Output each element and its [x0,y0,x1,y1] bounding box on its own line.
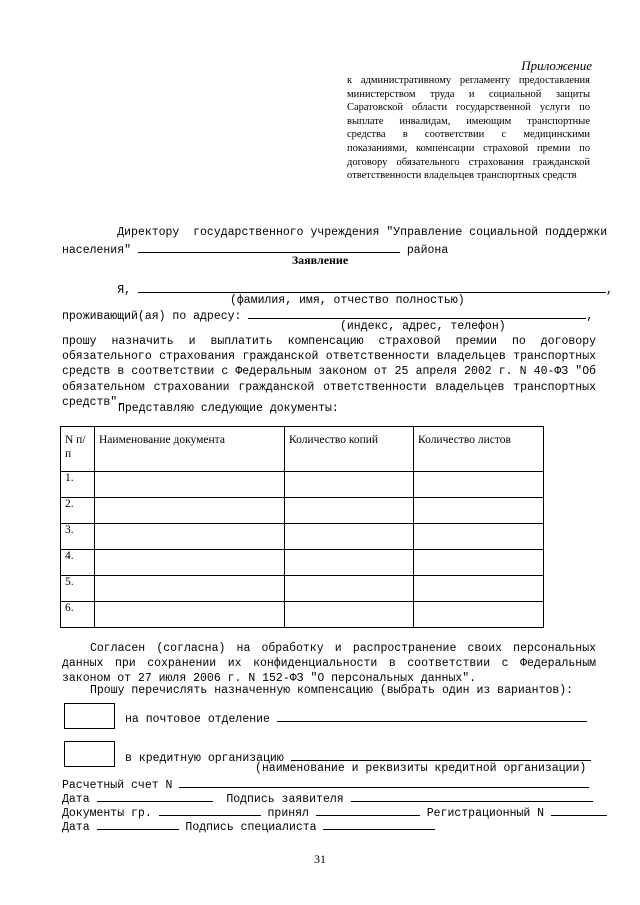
sheets-cell[interactable] [414,498,544,524]
option-credit-label: в кредитную организацию [125,752,284,765]
choice-intro: Прошу перечислять назначенную компенсацию (выбрать один из вариантов): [90,684,574,697]
address-blank[interactable] [248,307,586,319]
doc-name-cell[interactable] [95,550,285,576]
post-office-line [125,710,595,726]
applicant-sign-blank[interactable] [351,790,593,802]
table-row [61,602,544,628]
row-number: 6. [61,602,95,628]
option-post-label: на почтовое отделение [125,713,270,726]
date-specialist-line [62,818,596,834]
doc-name-cell[interactable] [95,524,285,550]
name-line: Я, , [62,281,596,297]
row-number: 1. [61,472,95,498]
credit-hint: (наименование и реквизиты кредитной организации) [255,762,587,775]
table-row [61,472,544,498]
district-blank[interactable] [138,241,400,253]
table-header-row [61,427,544,472]
docs-name-blank[interactable] [159,804,261,816]
doc-name-cell[interactable] [95,498,285,524]
consent-text: Согласен (согласна) на обработку и распространение своих персональных данных при сохранении их конфиденциальности в соответствии с Федеральным законом от 27 июля 2006 г. N 152-ФЗ "О персональных данных". [62,642,596,686]
date2-label: Дата [62,821,90,834]
copies-cell[interactable] [285,602,414,628]
row-number: 3. [61,524,95,550]
header-number: N п/п [61,427,95,472]
request-text: прошу назначить и выплатить компенсацию страховой премии по договору обязательного страхования гражданской ответственности владельцев транспортных средств в соответствии с Федеральным законом от 25 апреля 2002 г. N 40-ФЗ "Об обязательном страховании гражданской ответственности владельцев транспортных средств". [62,335,596,409]
applicant-sign-label: Подпись заявителя [226,793,344,806]
date2-blank[interactable] [97,818,179,830]
doc-name-cell[interactable] [95,472,285,498]
account-label: Расчетный счет N [62,779,173,792]
document-title: Заявление [291,253,349,267]
table-row [61,498,544,524]
addressee-prefix: населения" [62,244,132,257]
documents-table [60,426,544,628]
appendix-text: к административному регламенту предоставления министерством труда и социальной защиты Саратовской области государственной услуги по выплате инвалидам, имеющим транспортные средства в соответствии с медицинскими показаниями, компенсации страховой премии по договору обязательного страхования гражданской ответственности владельцев транспортных средств [347,75,590,182]
docs-intro: Представляю следующие документы: [118,402,339,415]
reg-number-blank[interactable] [551,804,607,816]
sheets-cell[interactable] [414,524,544,550]
date-label: Дата [62,793,90,806]
address-hint: (индекс, адрес, телефон) [340,320,506,333]
credit-org-checkbox[interactable] [64,741,115,767]
sheets-cell[interactable] [414,472,544,498]
addressee-suffix: района [406,244,449,257]
doc-name-cell[interactable] [95,602,285,628]
table-row [61,524,544,550]
specialist-sign-blank[interactable] [323,818,435,830]
date-blank[interactable] [97,790,213,802]
addressee-line1: Директору государственного учреждения "Управление социальной поддержки [117,226,608,239]
sheets-cell[interactable] [414,602,544,628]
specialist-sign-label: Подпись специалиста [185,821,317,834]
name-hint: (фамилия, имя, отчество полностью) [230,294,465,307]
copies-cell[interactable] [285,524,414,550]
credit-org-blank[interactable] [291,749,591,761]
reg-label: Регистрационный N [426,807,545,820]
table-row [61,550,544,576]
sheets-cell[interactable] [414,550,544,576]
header-sheets: Количество листов [414,427,544,472]
address-line: проживающий(ая) по адресу: , [62,307,596,323]
copies-cell[interactable] [285,498,414,524]
sheets-cell[interactable] [414,576,544,602]
row-number: 2. [61,498,95,524]
copies-cell[interactable] [285,550,414,576]
post-office-checkbox[interactable] [64,703,115,729]
accepted-label: принял [267,807,309,820]
header-doc-name: Наименование документа [95,427,285,472]
copies-cell[interactable] [285,576,414,602]
addressee-line [62,226,608,239]
docs-label: Документы гр. [62,807,152,820]
accepted-blank[interactable] [316,804,420,816]
page-number: 31 [314,852,326,866]
copies-cell[interactable] [285,472,414,498]
i-label: Я, [117,284,132,297]
doc-name-cell[interactable] [95,576,285,602]
appendix-title: Приложение [521,58,592,73]
post-office-blank[interactable] [277,710,587,722]
address-label: проживающий(ая) по адресу: [62,310,242,323]
full-name-blank[interactable] [138,281,606,293]
row-number: 4. [61,550,95,576]
header-copies: Количество копий [285,427,414,472]
table-row [61,576,544,602]
row-number: 5. [61,576,95,602]
account-blank[interactable] [179,776,589,788]
